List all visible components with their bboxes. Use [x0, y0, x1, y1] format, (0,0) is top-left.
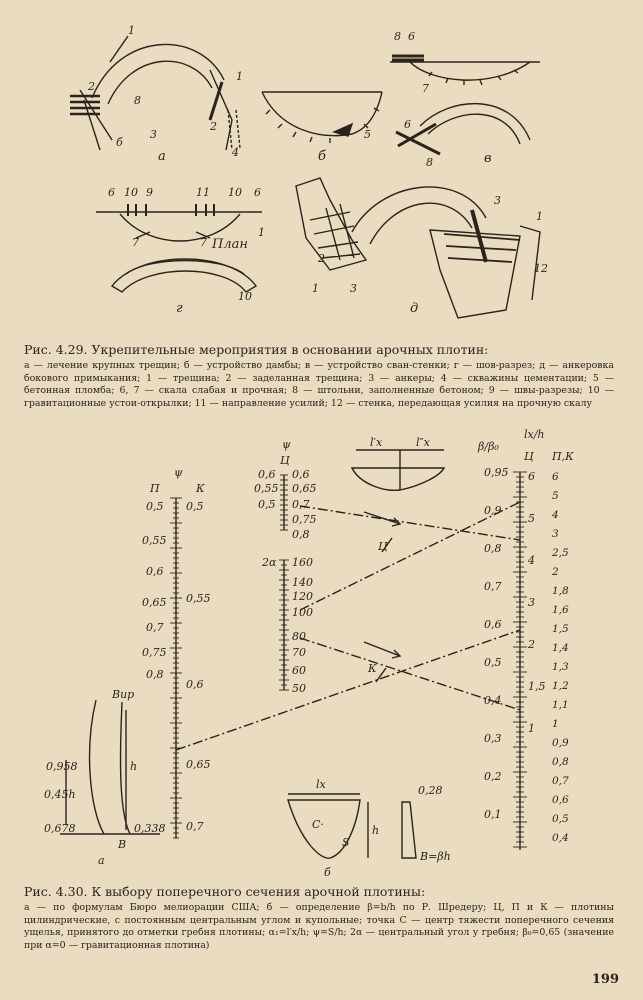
arch-b: B: [118, 838, 127, 851]
lx-pk-tick: 1,3: [552, 661, 569, 673]
figure-4-30-legend: а — по формулам Бюро мелиорации США; б — определение β=b/h по Р. Шредеру; Ц, П и К — плотины цилиндрические, с постоянным центральным углом и купольные; точка С — центр тяжести поперечного сечения ущелья, принятого до отметки гребня плотины; α₁=l′x/h; ψ=S/h; 2α — центральный угол у гребня; β₀=0,65 (значение при α=0 — гравитационная плотина): [24, 902, 614, 951]
section-b-c: С·: [312, 818, 324, 831]
k-tick: 0,5: [186, 500, 204, 513]
alpha-tick: 100: [292, 606, 313, 619]
lx-pk-tick: 4: [552, 509, 559, 521]
right-head-pk: П,К: [552, 450, 574, 463]
arch-label: а: [98, 854, 105, 867]
lx-pk-tick: 1,5: [552, 623, 569, 635]
beta-tick: 0,95: [484, 466, 509, 479]
alpha-tick: 70: [292, 646, 306, 659]
valley-b-section: [288, 800, 360, 858]
arch-d-inner: [370, 203, 472, 244]
left-head-p: П: [150, 482, 160, 495]
section-b-s: S: [342, 836, 350, 849]
lx1-label: l′x: [370, 436, 383, 449]
alpha-tick: 80: [292, 630, 306, 643]
lx-pk-tick: 0,7: [552, 775, 569, 787]
psi-right-tick: 0,6: [292, 468, 310, 481]
arch-v1: 0,958: [46, 760, 78, 773]
num-label: 2: [210, 120, 217, 133]
nomogram-line-2: [300, 502, 520, 610]
num-label: 12: [534, 262, 548, 275]
psi-left-tick: 0,5: [258, 498, 276, 511]
beta-tick: 0,6: [484, 618, 502, 631]
num-label: б: [116, 136, 123, 149]
lx2-label: l″x: [416, 436, 430, 449]
plan-label: План: [212, 237, 248, 252]
p-tick: 0,5: [146, 500, 164, 513]
beta-tick: 0,7: [484, 580, 502, 593]
alpha-tick: 50: [292, 682, 306, 695]
figure-4-29-title: Рис. 4.29. Укрепительные мероприятия в основании арочных плотин:: [24, 342, 489, 357]
num-label: 6: [108, 186, 115, 199]
nomogram-line-4: [176, 630, 520, 750]
p-tick: 0,7: [146, 621, 164, 634]
num-label: 7: [132, 236, 139, 249]
arch-v4: 0,338: [134, 822, 166, 835]
psi-right-tick: 0,7: [292, 498, 310, 511]
figure-4-30: [0, 420, 643, 880]
arch-d-outer: [352, 187, 486, 232]
num-label: 6: [408, 30, 415, 43]
wedge-top: 0,28: [418, 784, 443, 797]
hatch-b: [266, 108, 379, 143]
lx-pk-tick: 1,4: [552, 642, 569, 654]
arch-bup: Bup: [112, 688, 135, 701]
plan-arch-inner: [126, 261, 244, 275]
num-label: 10: [238, 290, 252, 303]
figure-4-30-title: Рис. 4.30. К выбору поперечного сечения арочной плотины:: [24, 884, 426, 899]
panel-label: б: [318, 149, 326, 164]
beta-tick: 0,8: [484, 542, 502, 555]
beta-tick: 0,2: [484, 770, 502, 783]
lx-pk-tick: 0,6: [552, 794, 569, 806]
figure-4-29-legend: а — лечение крупных трещин; б — устройство дамбы; в — устройство сван-стенки; г — шов-разрез; д — анкеровка бокового примыкания; 1 — трещина; 2 — заделанная трещина; 3 — анкеры; 4 — скважины цементации; 5 — бетонная пломба; 6, 7 — скала слабая и прочная; 8 — штольни, заполненные бетоном; 9 — швы-разрезы; 10 — гравитационные устои-открылки; 11 — направление усилий; 12 — стенка, передающая усилия на прочную скалу: [24, 360, 614, 409]
num-label: 2: [318, 252, 325, 265]
alpha-tick: 140: [292, 576, 313, 589]
grout-hole-a2: [236, 110, 240, 148]
num-label: 3: [350, 282, 357, 295]
psi-right-tick: 0,75: [292, 513, 317, 526]
lx-pk-tick: 2,5: [552, 547, 569, 559]
lx-pk-tick: 6: [552, 471, 559, 483]
wedge-bottom: B=βh: [420, 850, 451, 863]
lx-pk-tick: 1: [552, 718, 559, 730]
plug-b: [334, 124, 352, 136]
p-tick: 0,65: [142, 596, 167, 609]
right-head-lx: lx/h: [524, 428, 545, 441]
lx-c-tick: 1: [528, 722, 535, 735]
left-head-psi: ψ: [174, 466, 183, 479]
panel-label: г: [176, 301, 183, 316]
marker-k: К: [368, 662, 377, 675]
num-label: 4: [232, 146, 239, 159]
p-tick: 0,8: [146, 668, 164, 681]
lx-c-tick: 2: [528, 638, 535, 651]
alpha-head: 2α: [262, 556, 277, 569]
num-label: 3: [150, 128, 157, 141]
panel-label: в: [484, 151, 492, 166]
panel-label: д: [410, 301, 419, 316]
p-tick: 0,6: [146, 565, 164, 578]
psi-left-tick: 0,55: [254, 482, 279, 495]
lx-c-tick: 5: [528, 512, 535, 525]
num-label: 3: [494, 194, 501, 207]
right-scale-ticks: [484, 466, 569, 847]
lx-pk-tick: 0,4: [552, 832, 569, 844]
panel-label: а: [158, 149, 166, 164]
psi-right-tick: 0,65: [292, 482, 317, 495]
arch-a-back: [120, 702, 130, 834]
num-label: 10: [228, 186, 242, 199]
arch-a-inner: [108, 61, 212, 104]
arch-h: h: [130, 760, 138, 773]
lx-pk-tick: 1,6: [552, 604, 569, 616]
num-label: 7: [200, 236, 207, 249]
num-label: 1: [536, 210, 543, 223]
section-b-h: h: [372, 824, 380, 837]
lx-c-tick: 6: [528, 470, 535, 483]
wedge-shape: [402, 802, 416, 858]
psi-left-tick: 0,6: [258, 468, 276, 481]
left-head-k: К: [196, 482, 205, 495]
alpha-tick: 120: [292, 590, 313, 603]
arrows-g: [136, 232, 210, 238]
section-b-lx: lx: [316, 778, 326, 791]
beta-tick: 0,5: [484, 656, 502, 669]
num-label: 1: [312, 282, 319, 295]
lx-pk-tick: 1,2: [552, 680, 569, 692]
figure-4-30-caption: [24, 884, 614, 951]
beta-tick: 0,1: [484, 808, 502, 821]
num-label: 8: [134, 94, 141, 107]
num-label: 9: [146, 186, 153, 199]
valley-v-top: [410, 62, 530, 80]
num-label: 1: [236, 70, 243, 83]
alpha-tick: 60: [292, 664, 306, 677]
marker-c: Ц: [378, 540, 388, 553]
rock-left-a: [80, 90, 112, 150]
joints-g: [128, 204, 214, 216]
arch-v3: 0,678: [44, 822, 76, 835]
num-label: 8: [426, 156, 433, 169]
rock-d-right: [430, 230, 520, 318]
page-number: 199: [591, 972, 619, 987]
num-label: 5: [364, 128, 371, 141]
lx-pk-tick: 1,1: [552, 699, 569, 711]
figure-4-29-caption: [24, 342, 614, 409]
lx-pk-tick: 0,9: [552, 737, 569, 749]
num-label: 7: [422, 82, 429, 95]
p-tick: 0,75: [142, 646, 167, 659]
arch-a-outer: [92, 44, 224, 98]
num-label: 1: [258, 226, 265, 239]
mid-head-c: Ц: [280, 454, 290, 467]
beta-tick: 0,3: [484, 732, 502, 745]
p-tick: 0,55: [142, 534, 167, 547]
num-label: 2: [88, 80, 95, 93]
arch-v-inner: [428, 114, 520, 144]
lx-pk-tick: 2: [552, 566, 559, 578]
lx-pk-tick: 5: [552, 490, 559, 502]
arch-a-front: [90, 700, 104, 834]
galleries-v: [392, 56, 424, 60]
num-label: 1: [128, 24, 135, 37]
num-label: 6: [254, 186, 261, 199]
k-tick: 0,55: [186, 592, 211, 605]
lx-pk-tick: 3: [552, 528, 559, 540]
figure-4-29: [0, 0, 643, 340]
arch-v2: 0,45h: [44, 788, 76, 801]
arrow-c-1: [364, 512, 400, 526]
arch-v-outer: [420, 104, 530, 140]
beta-tick: 0,9: [484, 504, 502, 517]
beta-tick: 0,4: [484, 694, 502, 707]
num-label: 10: [124, 186, 138, 199]
lx-c-tick: 4: [528, 554, 535, 567]
right-head-c: Ц: [524, 450, 534, 463]
right-head-beta: β/β₀: [478, 440, 499, 453]
lx-pk-tick: 0,5: [552, 813, 569, 825]
mid-head-psi: ψ: [282, 438, 291, 451]
k-tick: 0,6: [186, 678, 204, 691]
lx-pk-tick: 1,8: [552, 585, 569, 597]
lx-pk-tick: 0,8: [552, 756, 569, 768]
section-b-label: б: [324, 866, 331, 879]
plan-arch-outer: [112, 259, 256, 292]
alpha-tick: 160: [292, 556, 313, 569]
section-top-valley: [352, 468, 444, 490]
lx-c-tick: 1,5: [528, 680, 546, 693]
arrow-k-2: [376, 668, 386, 682]
num-label: 8: [394, 30, 401, 43]
k-tick: 0,7: [186, 820, 204, 833]
num-label: 6: [404, 118, 411, 131]
psi-right-tick: 0,8: [292, 528, 310, 541]
k-tick: 0,65: [186, 758, 211, 771]
arrow-k-1: [364, 642, 400, 658]
leader-1-a: [110, 36, 128, 62]
lx-c-tick: 3: [528, 596, 535, 609]
num-label: 11: [196, 186, 210, 199]
